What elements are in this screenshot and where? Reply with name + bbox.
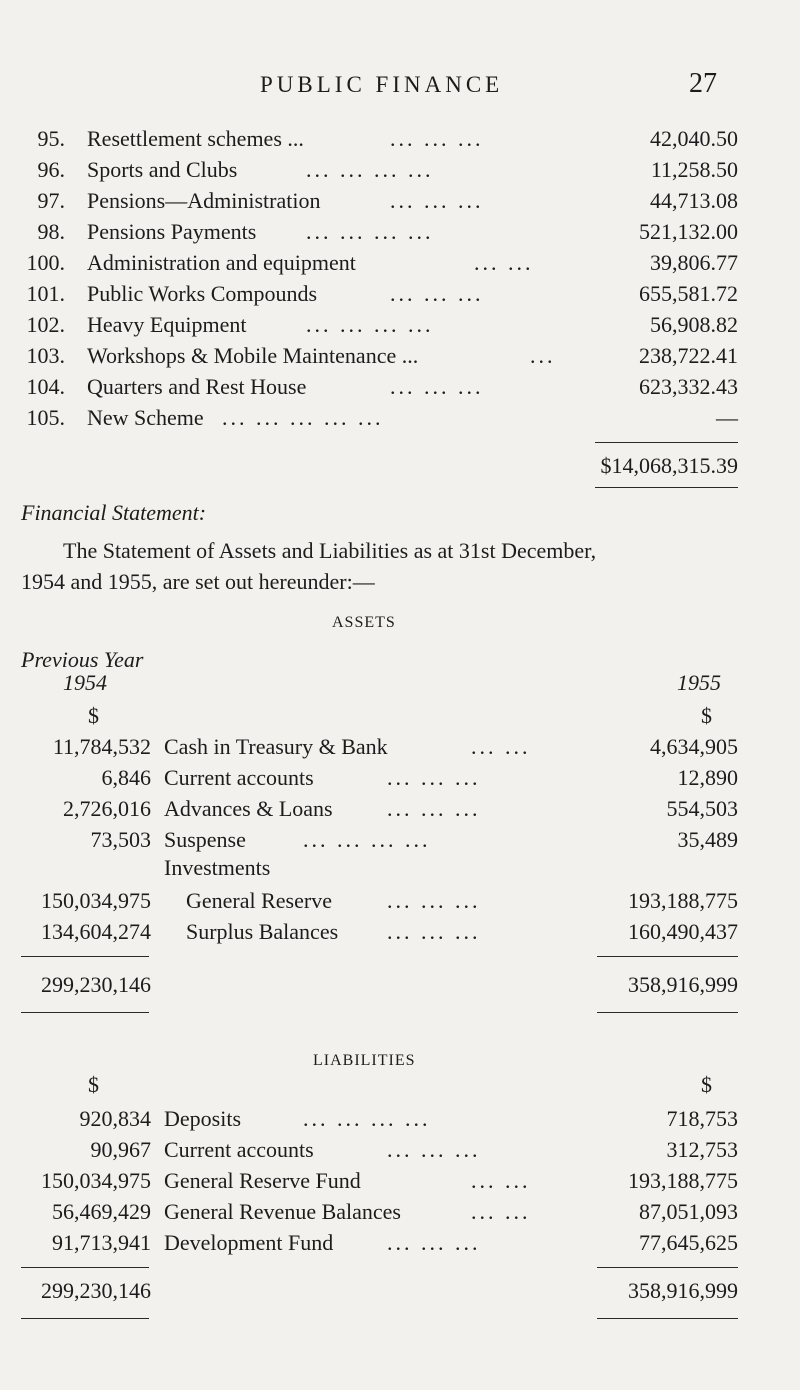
asset-prev-value: 73,503 xyxy=(90,827,151,852)
liability-prev-value: 56,469,429 xyxy=(52,1199,151,1224)
item-number: 103. xyxy=(26,343,65,368)
asset-label: Current accounts xyxy=(164,765,314,790)
item-amount: — xyxy=(716,405,738,430)
leader-dots: ... ... ... xyxy=(387,796,481,821)
item-number: 96. xyxy=(37,157,65,182)
liability-label: General Revenue Balances xyxy=(164,1199,401,1224)
asset-label: Suspense xyxy=(164,827,246,852)
leader-dots: ... ... ... xyxy=(390,281,484,306)
item-label: Resettlement schemes ... xyxy=(87,126,304,151)
item-number: 105. xyxy=(26,405,65,430)
liability-curr-value: 87,051,093 xyxy=(639,1199,738,1224)
asset-prev-value: 2,726,016 xyxy=(63,796,151,821)
total-rule-top xyxy=(595,442,738,443)
liability-prev-value: 920,834 xyxy=(79,1106,151,1131)
liability-prev-value: 90,967 xyxy=(90,1137,151,1162)
asset-label: Cash in Treasury & Bank xyxy=(164,734,388,759)
item-amount: 11,258.50 xyxy=(650,157,738,182)
subtotal-rule xyxy=(597,1267,738,1268)
item-label: Public Works Compounds xyxy=(87,281,318,306)
asset-prev-value: 11,784,532 xyxy=(52,734,151,759)
leader-dots: ... ... ... ... xyxy=(303,1106,431,1131)
assets-total-1954: 299,230,146 xyxy=(41,972,151,997)
asset-prev-value: 150,034,975 xyxy=(41,888,151,913)
liability-label: Deposits xyxy=(164,1106,241,1131)
leader-dots: ... ... xyxy=(471,1199,531,1224)
item-number: 101. xyxy=(26,281,65,306)
leader-dots: ... ... ... xyxy=(387,919,481,944)
expenditure-total: $14,068,315.39 xyxy=(600,453,738,478)
item-amount: 655,581.72 xyxy=(639,281,738,306)
item-label: Administration and equipment xyxy=(87,250,356,275)
liability-prev-value: 91,713,941 xyxy=(52,1230,151,1255)
total-rule xyxy=(21,1012,149,1013)
leader-dots: ... xyxy=(530,343,556,368)
leader-dots: ... ... ... xyxy=(387,1230,481,1255)
liability-label: Current accounts xyxy=(164,1137,314,1162)
asset-curr-value: 160,490,437 xyxy=(628,919,738,944)
running-header: PUBLIC FINANCE xyxy=(260,72,504,97)
subtotal-rule xyxy=(597,956,738,957)
liabilities-total-1955: 358,916,999 xyxy=(628,1278,738,1303)
leader-dots: ... ... ... xyxy=(390,188,484,213)
asset-prev-value: 6,846 xyxy=(101,765,151,790)
item-number: 104. xyxy=(26,374,65,399)
liability-curr-value: 193,188,775 xyxy=(628,1168,738,1193)
asset-prev-value: 134,604,274 xyxy=(41,919,151,944)
total-rule xyxy=(597,1318,738,1319)
item-amount: 42,040.50 xyxy=(650,126,738,151)
item-number: 100. xyxy=(26,250,65,275)
currency-symbol: $ xyxy=(701,703,712,728)
asset-curr-value: 12,890 xyxy=(677,765,738,790)
item-label: Pensions Payments xyxy=(87,219,257,244)
item-amount: 521,132.00 xyxy=(639,219,738,244)
leader-dots: ... ... ... ... xyxy=(306,312,434,337)
item-label: Heavy Equipment xyxy=(87,312,247,337)
leader-dots: ... ... xyxy=(471,734,531,759)
subtotal-rule xyxy=(21,956,149,957)
item-label: Pensions—Administration xyxy=(87,188,321,213)
liabilities-total-1954: 299,230,146 xyxy=(41,1278,151,1303)
asset-label: General Reserve xyxy=(186,888,332,913)
col-header-1955: 1955 xyxy=(677,670,721,695)
currency-symbol: $ xyxy=(701,1072,712,1097)
item-number: 95. xyxy=(37,126,65,151)
item-label: Sports and Clubs xyxy=(87,157,238,182)
asset-group-label: Investments xyxy=(164,855,271,880)
item-amount: 238,722.41 xyxy=(639,343,738,368)
currency-symbol: $ xyxy=(88,703,99,728)
asset-label: Surplus Balances xyxy=(186,919,339,944)
item-amount: 44,713.08 xyxy=(650,188,738,213)
liability-label: General Reserve Fund xyxy=(164,1168,361,1193)
asset-curr-value: 4,634,905 xyxy=(650,734,738,759)
item-number: 97. xyxy=(37,188,65,213)
item-number: 102. xyxy=(26,312,65,337)
item-label: Workshops & Mobile Maintenance ... xyxy=(87,343,419,368)
liability-curr-value: 77,645,625 xyxy=(639,1230,738,1255)
liability-prev-value: 150,034,975 xyxy=(41,1168,151,1193)
leader-dots: ... ... ... ... xyxy=(306,219,434,244)
item-label: New Scheme xyxy=(87,405,204,430)
leader-dots: ... ... ... xyxy=(387,888,481,913)
previous-year-label: Previous Year xyxy=(21,647,144,672)
leader-dots: ... ... xyxy=(474,250,534,275)
leader-dots: ... ... ... xyxy=(387,765,481,790)
leader-dots: ... ... ... ... xyxy=(306,157,434,182)
item-number: 98. xyxy=(37,219,65,244)
liabilities-title: LIABILITIES xyxy=(313,1052,416,1069)
section-heading: Financial Statement: xyxy=(21,500,207,525)
liability-curr-value: 718,753 xyxy=(666,1106,738,1131)
liability-label: Development Fund xyxy=(164,1230,334,1255)
page-number: 27 xyxy=(689,68,717,99)
leader-dots: ... ... ... ... ... xyxy=(222,405,384,430)
total-rule xyxy=(21,1318,149,1319)
leader-dots: ... ... xyxy=(471,1168,531,1193)
assets-total-1955: 358,916,999 xyxy=(628,972,738,997)
intro-line: The Statement of Assets and Liabilities as at 31st December, xyxy=(63,538,597,563)
assets-title: ASSETS xyxy=(332,614,396,631)
leader-dots: ... ... ... xyxy=(390,374,484,399)
currency-symbol: $ xyxy=(88,1072,99,1097)
asset-curr-value: 35,489 xyxy=(677,827,738,852)
liability-curr-value: 312,753 xyxy=(666,1137,738,1162)
asset-curr-value: 554,503 xyxy=(666,796,738,821)
leader-dots: ... ... ... xyxy=(387,1137,481,1162)
total-rule xyxy=(597,1012,738,1013)
item-amount: 56,908.82 xyxy=(650,312,738,337)
item-amount: 623,332.43 xyxy=(639,374,738,399)
item-amount: 39,806.77 xyxy=(650,250,738,275)
subtotal-rule xyxy=(21,1267,149,1268)
leader-dots: ... ... ... xyxy=(390,126,484,151)
asset-curr-value: 193,188,775 xyxy=(628,888,738,913)
leader-dots: ... ... ... ... xyxy=(303,827,431,852)
asset-label: Advances & Loans xyxy=(164,796,333,821)
item-label: Quarters and Rest House xyxy=(87,374,307,399)
intro-line: 1954 and 1955, are set out hereunder:— xyxy=(21,569,375,594)
col-header-1954: 1954 xyxy=(63,670,107,695)
total-rule-bottom xyxy=(595,487,738,488)
